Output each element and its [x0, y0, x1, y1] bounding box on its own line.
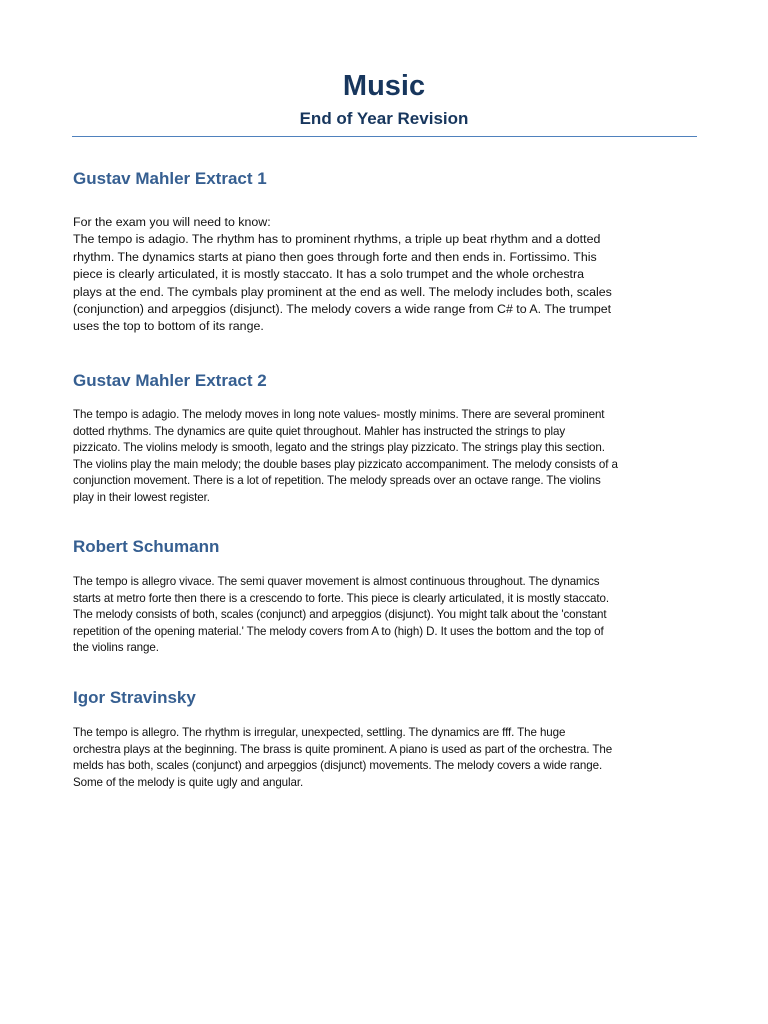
page-subtitle: End of Year Revision — [299, 109, 469, 128]
paragraph-line: The melody consists of both, scales (conjunct) and arpeggios (disjunct). You might talk about the 'constant — [73, 608, 607, 621]
paragraph-line: The violins play the main melody; the double bases play pizzicato accompaniment. The melody consists of a — [73, 457, 618, 471]
section-heading-stravinsky: Igor Stravinsky — [73, 688, 196, 707]
paragraph-line: dotted rhythms. The dynamics are quite quiet throughout. Mahler has instructed the strings to play — [73, 424, 566, 438]
paragraph-line: The tempo is adagio. The melody moves in long note values- mostly minims. There are several prominent — [73, 408, 605, 421]
paragraph-line: melds has both, scales (conjunct) and arpeggios (disjunct) movements. The melody covers a wide range. — [73, 759, 603, 772]
paragraph-line: plays at the end. The cymbals play prominent at the end as well. The melody includes both, scales — [73, 284, 612, 299]
paragraph-line: conjunction movement. There is a lot of repetition. The melody spreads over an octave range. The violins — [73, 474, 601, 487]
title-divider — [72, 136, 697, 137]
paragraph-line: rhythm. The dynamics starts at piano then goes through forte and then ends in. Fortissimo. This — [73, 249, 597, 264]
paragraph-line: uses the top to bottom of its range. — [73, 319, 264, 334]
paragraph-line: Some of the melody is quite ugly and angular. — [73, 775, 304, 789]
section-body-mahler-2 — [73, 407, 703, 506]
section-heading-mahler-1: Gustav Mahler Extract 1 — [73, 169, 267, 188]
section-body-stravinsky — [73, 725, 703, 791]
paragraph-line: orchestra plays at the beginning. The brass is quite prominent. A piano is used as part of the orchestra. The — [73, 742, 613, 756]
section-body-schumann — [73, 574, 703, 657]
paragraph-line: For the exam you will need to know: — [73, 215, 271, 229]
paragraph-line: play in their lowest register. — [73, 490, 210, 504]
paragraph-line: starts at metro forte then there is a crescendo to forte. This piece is clearly articulated, it is mostly staccato. — [73, 591, 609, 605]
page-title: Music — [342, 70, 426, 102]
paragraph-line: repetition of the opening material.' The melody covers from A to (high) D. It uses the bottom and the top of — [73, 624, 604, 638]
paragraph-line: The tempo is allegro. The rhythm is irregular, unexpected, settling. The dynamics are fff. The huge — [73, 726, 566, 739]
section-heading-mahler-2: Gustav Mahler Extract 2 — [73, 371, 267, 390]
paragraph-line: piece is clearly articulated, it is mostly staccato. It has a solo trumpet and the whole orchestra — [73, 267, 585, 282]
paragraph-line: (conjunction) and arpeggios (disjunct). The melody covers a wide range from C# to A. The trumpet — [73, 302, 612, 317]
paragraph-line: pizzicato. The violins melody is smooth, legato and the strings play pizzicato. The strings play this section. — [73, 441, 605, 454]
paragraph-line: The tempo is allegro vivace. The semi quaver movement is almost continuous throughout. The dynamics — [73, 575, 600, 588]
section-heading-schumann: Robert Schumann — [73, 537, 220, 556]
paragraph-line: The tempo is adagio. The rhythm has to prominent rhythms, a triple up beat rhythm and a dotted — [73, 232, 601, 247]
section-body-mahler-1 — [73, 214, 703, 336]
paragraph-line: the violins range. — [73, 641, 159, 654]
